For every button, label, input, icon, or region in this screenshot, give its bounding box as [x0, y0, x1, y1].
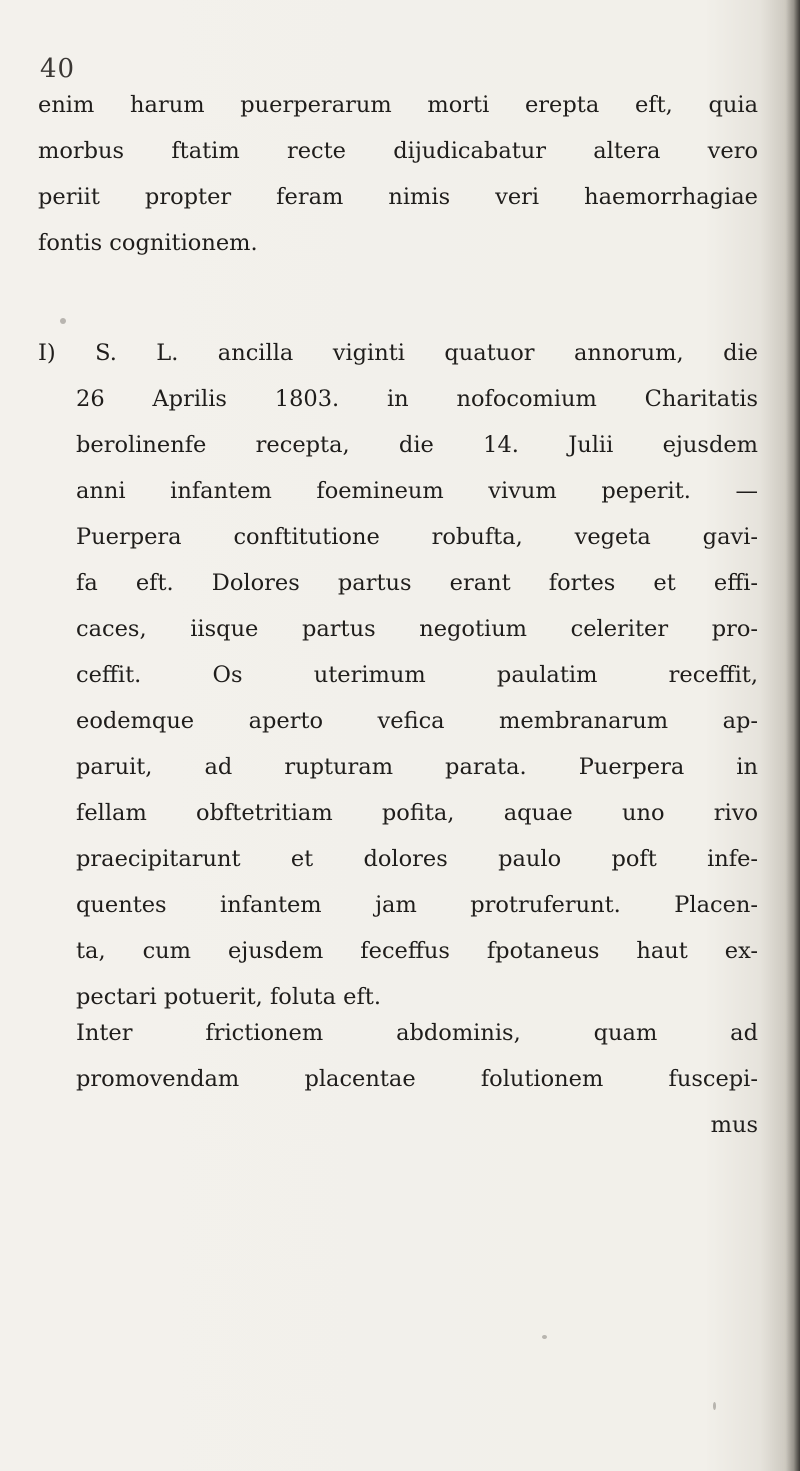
text-line: I) S. L. ancilla viginti quatuor annorum, die [38, 340, 758, 366]
catchword: mus [710, 1112, 758, 1138]
text-line: ta, cum ejusdem feceffus fpotaneus haut ex- [76, 938, 758, 964]
text-line: fontis cognitionem. [38, 230, 258, 256]
text-line: promovendam placentae folutionem fuscepi- [76, 1066, 758, 1092]
text-line: fa eft. Dolores partus erant fortes et effi- [76, 570, 758, 596]
paper-speck [713, 1402, 716, 1410]
page-edge-shadow [786, 0, 800, 1471]
text-line: ceffit. Os uterimum paulatim receffit, [76, 662, 758, 688]
text-line: caces, iisque partus negotium celeriter pro- [76, 616, 758, 642]
paper-speck [60, 318, 66, 324]
text-line: fellam obftetritiam pofita, aquae uno rivo [76, 800, 758, 826]
text-line: 26 Aprilis 1803. in nofocomium Charitatis [76, 386, 758, 412]
text-line: morbus ftatim recte dijudicabatur altera vero [38, 138, 758, 164]
paper-speck [542, 1335, 547, 1339]
paragraph-continuation [38, 82, 758, 266]
page-number: 40 [40, 54, 76, 84]
text-line: Puerpera conftitutione robufta, vegeta gavi- [76, 524, 758, 550]
text-line: Inter frictionem abdominis, quam ad [76, 1020, 758, 1046]
case-report-paragraph [38, 330, 758, 1020]
text-line: berolinenfe recepta, die 14. Julii ejusdem [76, 432, 758, 458]
text-line: praecipitarunt et dolores paulo poft infe- [76, 846, 758, 872]
text-line: eodemque aperto vefica membranarum ap- [76, 708, 758, 734]
text-line: quentes infantem jam protruferunt. Placen- [76, 892, 758, 918]
text-line: enim harum puerperarum morti erepta eft, quia [38, 92, 758, 118]
text-line: pectari potuerit, foluta eft. [76, 984, 381, 1010]
text-line: periit propter feram nimis veri haemorrhagiae [38, 184, 758, 210]
paragraph-inter-frictionem [38, 1010, 758, 1148]
text-line: anni infantem foemineum vivum peperit. — [76, 478, 758, 504]
text-line: paruit, ad rupturam parata. Puerpera in [76, 754, 758, 780]
